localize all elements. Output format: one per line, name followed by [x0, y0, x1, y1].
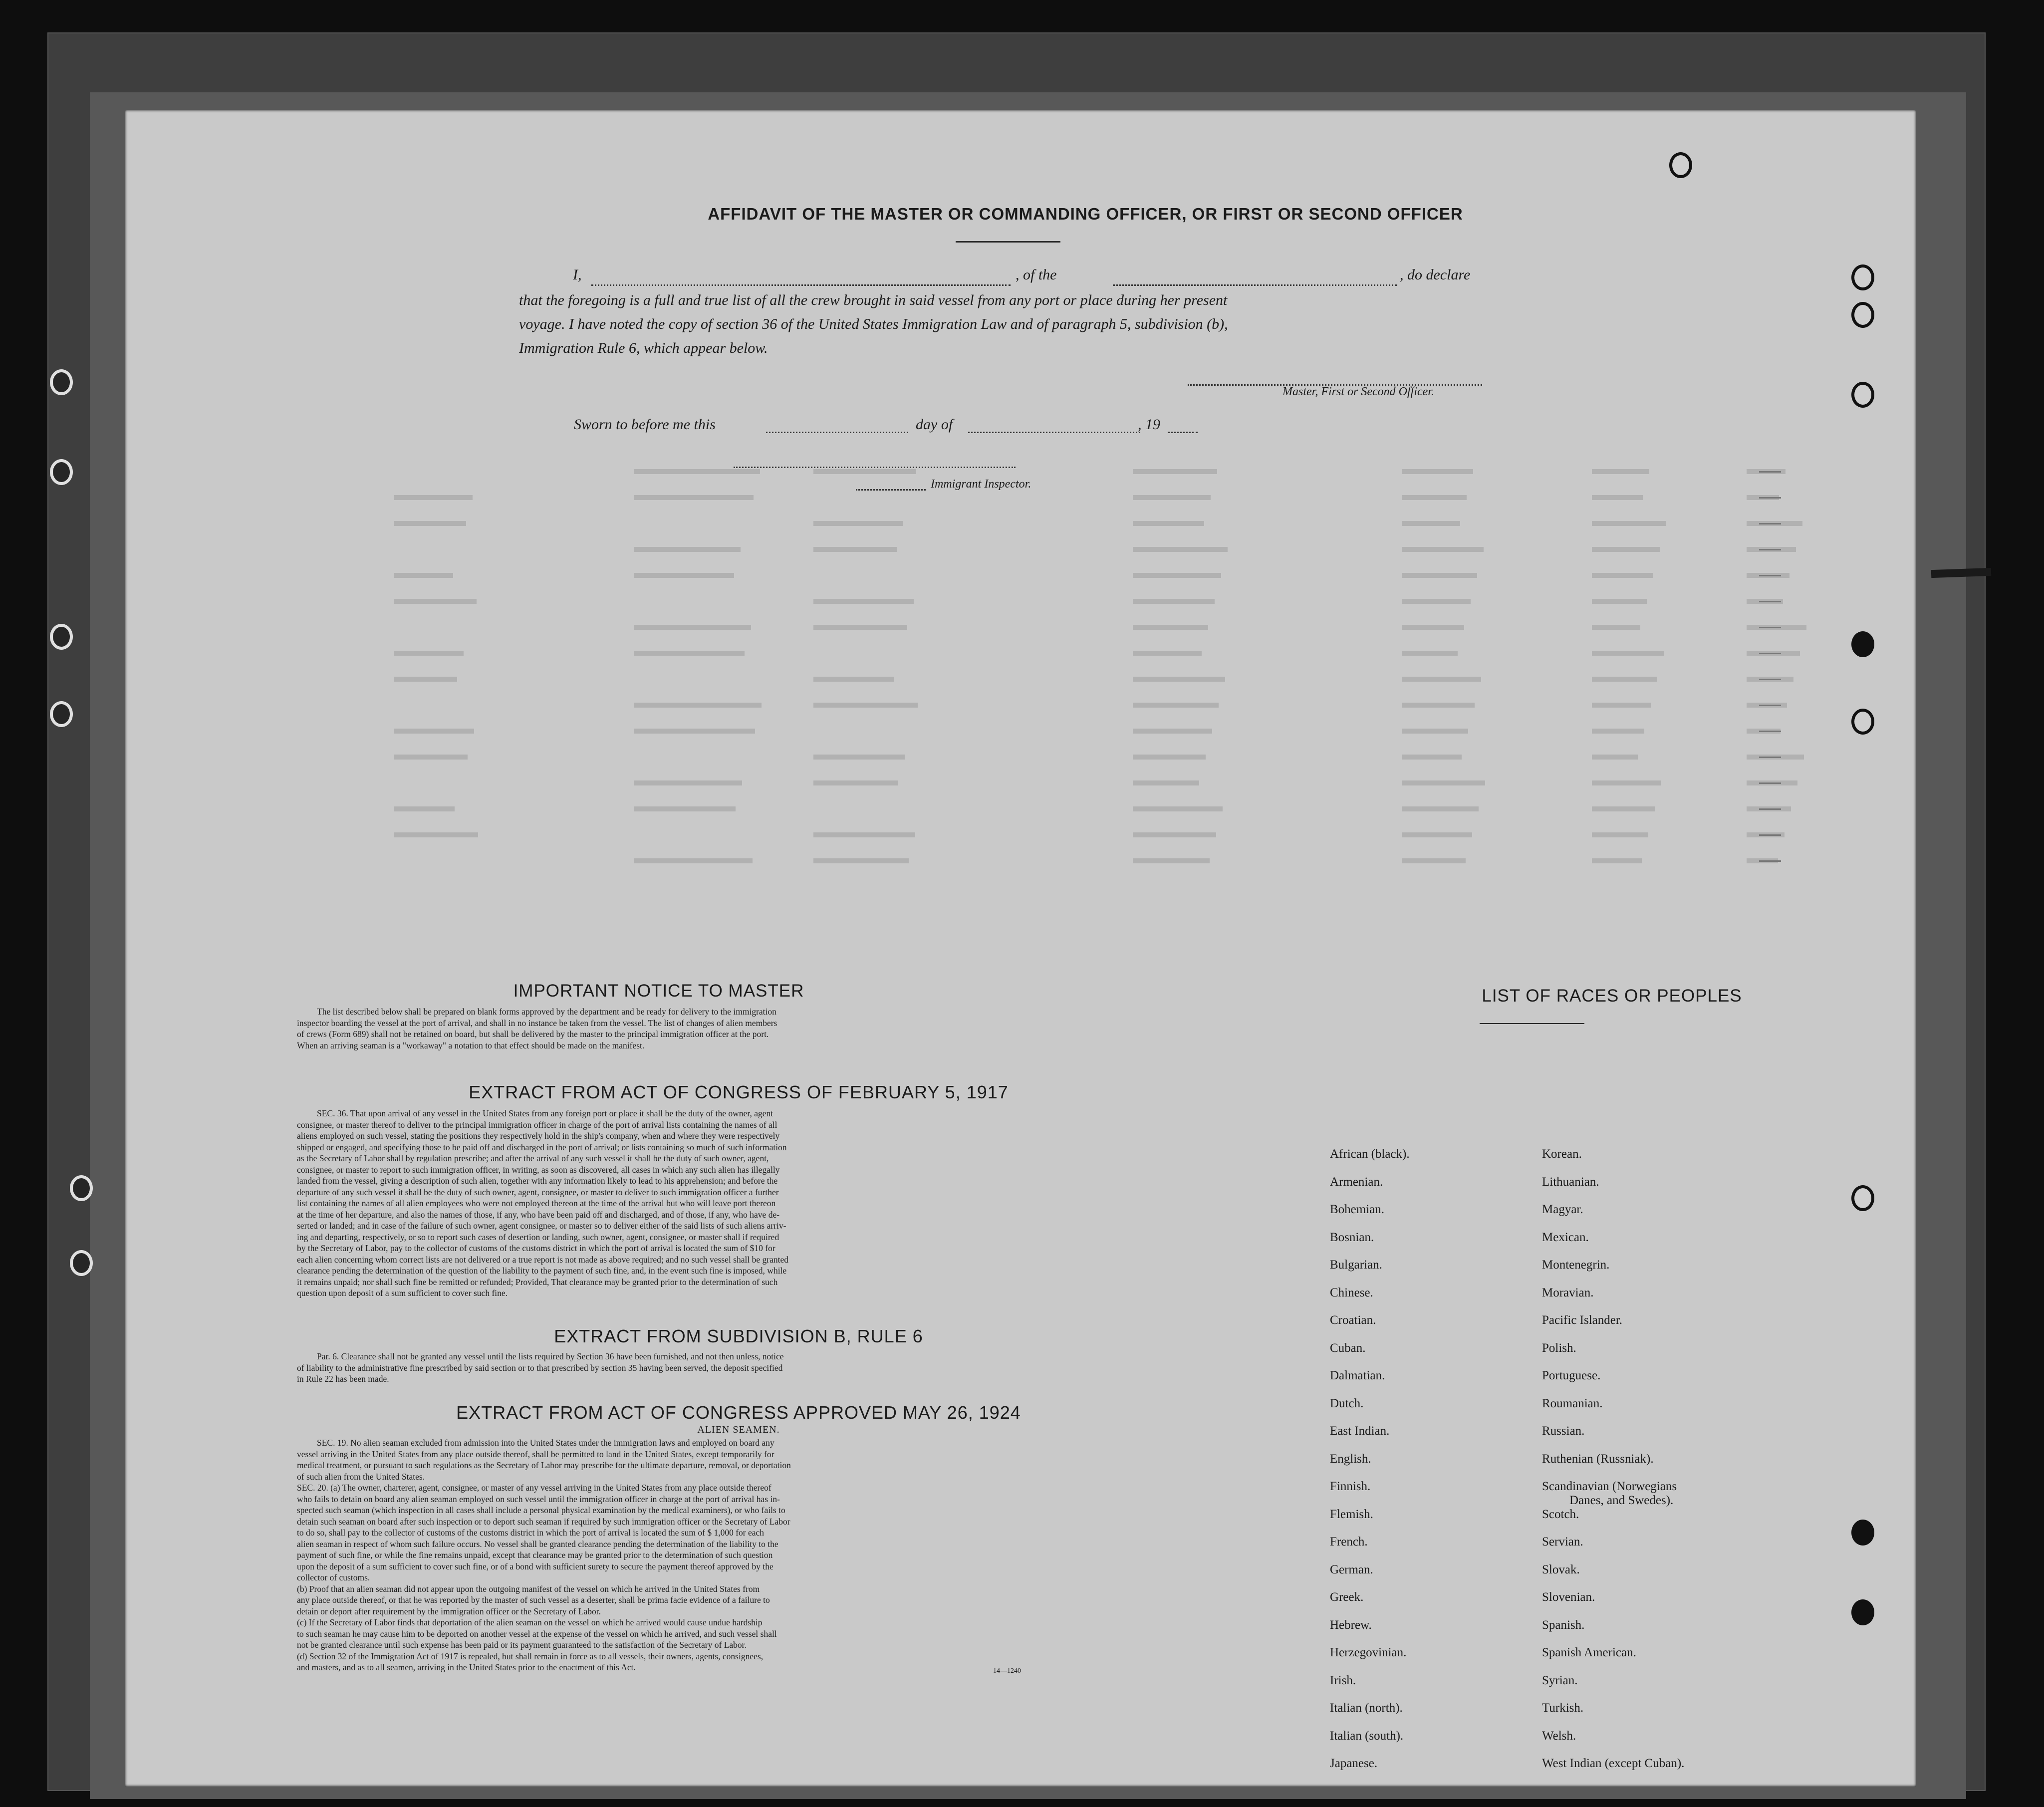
page-hole [1851, 1520, 1874, 1546]
bleed-through-dash [1759, 834, 1781, 836]
bleed-through-dash [1759, 860, 1781, 862]
race-item: Bulgarian. [1330, 1258, 1382, 1272]
bleed-through-row [1133, 651, 1202, 656]
bleed-through-dash [1759, 782, 1781, 784]
bleed-through-row [1402, 651, 1458, 656]
bleed-through-dash [1759, 679, 1781, 680]
paragraph-line: not be granted clearance until such expense has been paid or its payment guaranteed to the satisfaction of the Secretary of Labor. [297, 1640, 747, 1650]
race-item: Lithuanian. [1542, 1175, 1599, 1189]
declaration-line: Immigration Rule 6, which appear below. [519, 340, 768, 356]
paragraph-line: detain or deport after requirement by the immigration officer or the Secretary of Labor. [297, 1606, 601, 1616]
binder-hole [50, 459, 73, 485]
bleed-through-row [813, 625, 907, 630]
bleed-through-row [1133, 625, 1208, 630]
officer-name-field[interactable] [591, 284, 1011, 286]
bleed-through-row [1402, 599, 1471, 604]
bleed-through-row [1133, 780, 1199, 785]
paragraph-line: departure of any such vessel it shall be the duty of such owner, agent, consignee, or master to deliver to such immigration officer a further [297, 1187, 779, 1197]
race-item: Spanish American. [1542, 1646, 1636, 1659]
bleed-through-row [1402, 806, 1479, 811]
bleed-through-dash [1759, 575, 1781, 576]
bleed-through-row [394, 729, 474, 734]
race-item: African (black). [1330, 1147, 1410, 1161]
bleed-through-row [1592, 858, 1642, 863]
race-item: Korean. [1542, 1147, 1582, 1161]
bleed-through-row [634, 703, 762, 708]
paragraph-line: question upon deposit of a sum sufficient to cover such fine. [297, 1288, 508, 1298]
bleed-through-row [1592, 495, 1643, 500]
form-number: 14—1240 [993, 1667, 1021, 1675]
race-item: Moravian. [1542, 1286, 1594, 1299]
bleed-through-row [1592, 625, 1640, 630]
race-item: Turkish. [1542, 1701, 1584, 1715]
paragraph-line: in Rule 22 has been made. [297, 1374, 389, 1384]
bleed-through-row [1133, 703, 1219, 708]
bleed-through-row [813, 599, 914, 604]
paragraph-line: at the time of her departure, and also the names of those, if any, who have been paid off and discharged, and of those, if any, who have de- [297, 1209, 780, 1220]
paragraph-line: upon the deposit of a sum sufficient to cover such fine, or of a bond with sufficient surety to secure the payment thereof approved by the [297, 1561, 773, 1571]
page-hole [1851, 709, 1874, 735]
race-item: Roumanian. [1542, 1396, 1603, 1410]
race-item: Montenegrin. [1542, 1258, 1610, 1272]
sworn-label: Sworn to before me this [574, 416, 716, 433]
paragraph-line: medical treatment, or pursuant to such regulations as the Secretary of Labor may prescribe for the ultimate departure, removal, or deportation [297, 1460, 791, 1470]
bleed-through-row [394, 599, 477, 604]
bleed-through-row [1402, 858, 1466, 863]
race-item: West Indian (except Cuban). [1542, 1757, 1685, 1770]
bleed-through-row [1592, 521, 1666, 526]
bleed-through-row [634, 573, 734, 578]
bleed-through-row [1402, 547, 1484, 552]
paragraph-line: SEC. 20. (a) The owner, charterer, agent, consignee, or master of any vessel arriving in the United States from any place outside thereof [297, 1483, 771, 1493]
affidavit-i-label: I, [573, 266, 582, 283]
paragraph-line: Par. 6. Clearance shall not be granted any vessel until the lists required by Section 36 have been furnished, and not then unless, notice [317, 1351, 784, 1361]
bleed-through-row [1592, 832, 1648, 837]
binder-hole [50, 369, 73, 395]
bleed-through-row [813, 547, 897, 552]
binder-hole [70, 1250, 93, 1276]
paragraph-line: who fails to detain on board any alien seaman employed on such vessel until the immigration officer in charge at the port of arrival has in- [297, 1494, 780, 1504]
affidavit-do-declare: , do declare [1400, 266, 1471, 283]
race-item: Cuban. [1330, 1341, 1366, 1355]
bleed-through-row [1133, 521, 1204, 526]
bleed-through-dash [1759, 757, 1781, 758]
bleed-through-row [1592, 677, 1657, 682]
bleed-through-row [1402, 625, 1464, 630]
title-underline [956, 241, 1060, 243]
bleed-through-row [1592, 703, 1651, 708]
inspector-name-dots [856, 489, 926, 491]
bleed-through-row [1402, 780, 1485, 785]
affidavit-of-the: , of the [1016, 266, 1057, 283]
paragraph-line: The list described below shall be prepared on blank forms approved by the department and be ready for delivery to the immigration [317, 1007, 776, 1017]
race-item: Finnish. [1330, 1480, 1371, 1493]
declaration-line: voyage. I have noted the copy of section 36 of the United States Immigration Law and of paragraph 5, subdivision (b), [519, 316, 1228, 332]
race-item: Chinese. [1330, 1286, 1373, 1299]
paragraph-line: and masters, and as to all seamen, arriving in the United States prior to the enactment of this Act. [297, 1662, 636, 1672]
sworn-month-field[interactable] [968, 432, 1140, 433]
paragraph-line: aliens employed on such vessel, stating the positions they respectively hold in the ship's company, when and where they were respectively [297, 1131, 780, 1141]
bleed-through-row [394, 651, 464, 656]
paragraph-line: each alien concerning whom correct lists are not delivered or a true report is not made as above required; and no such vessel shall be granted [297, 1254, 788, 1265]
race-item: Magyar. [1542, 1203, 1583, 1216]
race-item: Irish. [1330, 1673, 1356, 1687]
races-title: LIST OF RACES OR PEOPLES [1482, 986, 1742, 1006]
notice-body [297, 1006, 1175, 1051]
page-hole [1851, 264, 1874, 290]
bleed-through-dash [1759, 705, 1781, 706]
race-item: English. [1330, 1452, 1371, 1466]
bleed-through-row [1402, 729, 1468, 734]
race-item: French. [1330, 1535, 1368, 1549]
bleed-through-dash [1759, 471, 1781, 473]
race-item: Mexican. [1542, 1230, 1589, 1244]
race-item: Bohemian. [1330, 1203, 1385, 1216]
bleed-through-row [1133, 495, 1211, 500]
paragraph-line: inspector boarding the vessel at the port of arrival, and shall in no instance be taken from the vessel. The list of changes of alien members [297, 1018, 777, 1028]
bleed-through-row [1133, 599, 1215, 604]
paragraph-line: (c) If the Secretary of Labor finds that deportation of the alien seaman on the vessel on which he arrived would cause undue hardship [297, 1617, 763, 1627]
paragraph-line: as the Secretary of Labor shall by regulation prescribe; and after the arrival of any such vessel it shall be the duty of such owner, agent, [297, 1153, 769, 1163]
bleed-through-row [813, 521, 903, 526]
bleed-through-row [394, 495, 473, 500]
bleed-through-row [634, 651, 745, 656]
extract-1917-title: EXTRACT FROM ACT OF CONGRESS OF FEBRUARY 5, 1917 [469, 1082, 1009, 1102]
race-item: Dalmatian. [1330, 1369, 1385, 1382]
paragraph-line: of liability to the administrative fine prescribed by said section or to that prescribed by section 35 having been served, the deposit specified [297, 1362, 783, 1373]
paragraph-line: of such alien from the United States. [297, 1471, 425, 1482]
paragraph-line: consignee, or master thereof to deliver to the principal immigration officer in charge of the port of arrival lists containing the names of all [297, 1119, 777, 1130]
bleed-through-row [1592, 729, 1644, 734]
race-item: East Indian. [1330, 1424, 1390, 1438]
races-title-underline [1480, 1023, 1584, 1024]
bleed-through-row [813, 780, 898, 785]
bleed-through-row [634, 729, 755, 734]
extract-1924-subtitle: ALIEN SEAMEN. [697, 1424, 780, 1435]
race-item: Armenian. [1330, 1175, 1383, 1189]
paragraph-line: clearance pending the determination of the question of the liability to the payment of such fine, and, in the event such fine is imposed, while [297, 1266, 787, 1276]
bleed-through-row [1592, 806, 1655, 811]
extract-rule6-body [297, 1351, 1180, 1385]
paragraph-line: (b) Proof that an alien seaman did not appear upon the outgoing manifest of the vessel on which he arrived in the United States from [297, 1583, 760, 1594]
bleed-through-dash [1759, 549, 1781, 550]
paragraph-line: When an arriving seaman is a "workaway" a notation to that effect should be made on the manifest. [297, 1040, 645, 1050]
bleed-through-row [1402, 469, 1473, 474]
paragraph-line: consignee, or master to report to such immigration officer, in writing, as soon as discovered, all cases in which any such alien has illegally [297, 1164, 780, 1175]
declaration-line: that the foregoing is a full and true list of all the crew brought in said vessel from any port or place during her present [519, 292, 1228, 308]
race-item: Hebrew. [1330, 1618, 1372, 1632]
bleed-through-row [394, 755, 468, 760]
inspector-signature-field[interactable] [734, 467, 1016, 468]
race-item: Pacific Islander. [1542, 1313, 1623, 1327]
bleed-through-row [1133, 832, 1216, 837]
sworn-year-field[interactable] [1168, 432, 1198, 433]
bleed-through-row [1133, 729, 1212, 734]
paragraph-line: to do so, shall pay to the collector of customs of the customs district in which the port of arrival is located the sum of $ 1,000 for each [297, 1528, 765, 1538]
bleed-through-row [813, 469, 916, 474]
race-item: Syrian. [1542, 1673, 1578, 1687]
bleed-through-row [634, 780, 742, 785]
bleed-through-row [813, 832, 915, 837]
bleed-through-row [394, 806, 455, 811]
race-item: Slovenian. [1542, 1590, 1595, 1604]
race-item: Croatian. [1330, 1313, 1376, 1327]
race-item: Greek. [1330, 1590, 1364, 1604]
bleed-through-row [1402, 521, 1460, 526]
affidavit-title: AFFIDAVIT OF THE MASTER OR COMMANDING OFFICER, OR FIRST OR SECOND OFFICER [708, 205, 1463, 223]
paragraph-line: serted or landed; and in case of the failure of such owner, agent consignee, or master so to deliver either of the said lists of such aliens arriv- [297, 1221, 786, 1231]
paragraph-line: any place outside thereof, or that he was reported by the master of such vessel as a deserter, shall be prima facie evidence of a failure to [297, 1595, 770, 1605]
paragraph-line: landed from the vessel, giving a description of such alien, together with any information likely to lead to his apprehension; and before the [297, 1176, 778, 1186]
bleed-through-row [1133, 469, 1217, 474]
race-item: Japanese. [1330, 1757, 1378, 1770]
bleed-through-row [1133, 755, 1206, 760]
bleed-through-row [1402, 755, 1462, 760]
race-item: Ruthenian (Russniak). [1542, 1452, 1654, 1466]
paragraph-line: to such seaman he may cause him to be deported on another vessel at the expense of the vessel on which he arrived, and such vessel shall [297, 1628, 777, 1639]
binder-hole [50, 701, 73, 727]
bleed-through-row [634, 858, 753, 863]
bleed-through-row [394, 573, 453, 578]
extract-1924-title: EXTRACT FROM ACT OF CONGRESS APPROVED MAY 26, 1924 [456, 1402, 1021, 1423]
page-hole [1851, 631, 1874, 657]
bleed-through-row [394, 832, 478, 837]
paragraph-line: ing and departing, respectively, or so to report such cases of desertion or landing, such owner, agent, consignee, or master shall if required [297, 1232, 779, 1242]
bleed-through-dash [1759, 731, 1781, 732]
bleed-through-row [1133, 858, 1210, 863]
race-item: Russian. [1542, 1424, 1585, 1438]
bleed-through-dash [1759, 808, 1781, 810]
bleed-through-row [1592, 469, 1649, 474]
paragraph-line: spected such seaman (which inspection in all cases shall include a personal physical examination by the medical examiners), or who fails to [297, 1505, 785, 1515]
race-item: Bosnian. [1330, 1230, 1374, 1244]
bleed-through-row [1402, 703, 1475, 708]
race-item: Spanish. [1542, 1618, 1585, 1632]
sworn-day-of: day of [916, 416, 953, 433]
bleed-through-row [813, 858, 909, 863]
bleed-through-dash [1759, 497, 1781, 499]
bleed-through-row [1402, 677, 1481, 682]
bleed-through-row [394, 521, 466, 526]
page-hole [1851, 302, 1874, 328]
bleed-through-row [1133, 547, 1228, 552]
bleed-through-row [634, 495, 754, 500]
extract-1924-body [297, 1437, 1180, 1673]
bleed-through-row [634, 547, 741, 552]
paragraph-line: vessel arriving in the United States from any place outside thereof, shall be permitted to land in the United States, except temporarily for [297, 1449, 774, 1459]
bleed-through-row [1133, 573, 1221, 578]
bleed-through-row [1592, 651, 1664, 656]
paragraph-line: list containing the names of all alien employees who were not employed thereon at the time of the arrival but who will leave port thereon [297, 1198, 776, 1208]
race-item: Dutch. [1330, 1396, 1364, 1410]
race-item: Welsh. [1542, 1729, 1576, 1743]
race-item: Italian (north). [1330, 1701, 1403, 1715]
paragraph-line: SEC. 36. That upon arrival of any vessel in the United States from any foreign port or place it shall be the duty of the owner, agent [317, 1108, 773, 1118]
binder-hole [70, 1175, 93, 1201]
bleed-through-row [1592, 755, 1638, 760]
bleed-through-row [1402, 573, 1477, 578]
bleed-through-dash [1759, 523, 1781, 524]
race-item: Servian. [1542, 1535, 1583, 1549]
paragraph-line: (d) Section 32 of the Immigration Act of 1917 is repealed, but shall remain in force as to all vessels, their owners, agents, consignees, [297, 1651, 764, 1661]
notice-title: IMPORTANT NOTICE TO MASTER [513, 981, 804, 1001]
bleed-through-row [1133, 677, 1225, 682]
bleed-through-row [1133, 806, 1223, 811]
bleed-through-row [634, 806, 736, 811]
page-hole [1851, 382, 1874, 408]
inspector-caption: Immigrant Inspector. [931, 478, 1031, 491]
bleed-through-row [1592, 573, 1653, 578]
race-item: Italian (south). [1330, 1729, 1404, 1743]
bleed-through-dash [1759, 601, 1781, 602]
extract-1917-body [297, 1108, 1180, 1299]
race-item: Herzegovinian. [1330, 1646, 1407, 1659]
bleed-through-row [634, 469, 760, 474]
paragraph-line: of crews (Form 689) shall not be retained on board, but shall be delivered by the master to the principal immigration officer at the port. [297, 1029, 769, 1039]
paragraph-line: alien seaman in respect of whom such failure occurs. No vessel shall be granted clearance pending the determination of the liability to the [297, 1539, 778, 1549]
bleed-through-row [813, 755, 905, 760]
race-item: Slovak. [1542, 1562, 1580, 1576]
manifest-page [125, 110, 1916, 1787]
page-hole [1851, 1599, 1874, 1625]
page-hole [1851, 1185, 1874, 1211]
sworn-day-field[interactable] [766, 432, 908, 433]
paragraph-line: it remains unpaid; nor shall such fine be remitted or refunded; Provided, That clearance may be granted prior to the determination of such [297, 1277, 778, 1287]
bleed-through-row [394, 677, 457, 682]
binder-hole [50, 624, 73, 650]
race-item: Polish. [1542, 1341, 1576, 1355]
bleed-through-row [1592, 599, 1647, 604]
race-item: Portuguese. [1542, 1369, 1601, 1382]
race-item: Flemish. [1330, 1507, 1373, 1521]
paragraph-line: SEC. 19. No alien seaman excluded from admission into the United States under the immigration laws and employed on board any [317, 1438, 774, 1448]
race-item: Danes, and Swedes). [1569, 1493, 1674, 1507]
bleed-through-row [1402, 495, 1467, 500]
bleed-through-dash [1759, 653, 1781, 654]
bleed-through-row [1592, 547, 1660, 552]
extract-rule6-title: EXTRACT FROM SUBDIVISION B, RULE 6 [554, 1326, 923, 1346]
bleed-through-row [813, 677, 894, 682]
bleed-through-row [813, 703, 918, 708]
paragraph-line: collector of customs. [297, 1572, 370, 1582]
bleed-through-row [634, 625, 751, 630]
paragraph-line: shipped or engaged, and specifying those to be paid off and discharged in the port of arrival; or lists containing so much of such information [297, 1142, 787, 1152]
race-item: German. [1330, 1562, 1373, 1576]
sworn-year-prefix: , 19 [1138, 416, 1160, 433]
paragraph-line: payment of such fine, or while the fine remains unpaid, except that clearance may be granted prior to the determination of such question [297, 1550, 773, 1560]
page-hole [1669, 152, 1692, 178]
paragraph-line: by the Secretary of Labor, pay to the collector of customs of the customs district in which the port of arrival is located the sum of $10 for [297, 1243, 775, 1253]
vessel-name-field[interactable] [1113, 284, 1397, 286]
bleed-through-dash [1759, 627, 1781, 628]
race-item: Scandinavian (Norwegians [1542, 1480, 1677, 1493]
master-signature-caption: Master, First or Second Officer. [1282, 385, 1434, 398]
bleed-through-row [1592, 780, 1661, 785]
paragraph-line: detain such seaman on board after such inspection or to deport such seaman if required by such immigration officer or the Secretary of Labor [297, 1516, 790, 1527]
race-item: Scotch. [1542, 1507, 1579, 1521]
bleed-through-row [1402, 832, 1472, 837]
